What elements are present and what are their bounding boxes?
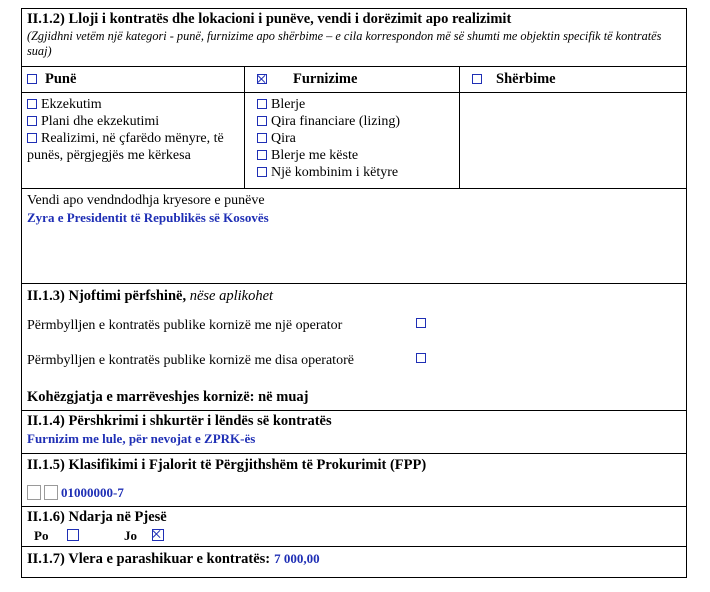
works-checkbox[interactable] (27, 74, 37, 84)
cpv-box (44, 485, 58, 500)
supply-option[interactable]: Blerje me këste (257, 147, 447, 164)
location-label: Vendi apo vendndodhja kryesore e punëve (27, 193, 265, 208)
section-ii-1-5 (21, 453, 687, 506)
section-title: II.1.5) Klasifikimi i Fjalorit të Përgjithshëm të Prokurimit (FPP) (27, 457, 427, 473)
checkbox[interactable] (257, 99, 267, 109)
checkbox[interactable] (27, 99, 37, 109)
checkbox[interactable] (257, 133, 267, 143)
section-title: II.1.3) Njoftimi përfshinë, (27, 288, 187, 304)
supply-option[interactable]: Një kombinim i këtyre (257, 164, 447, 181)
framework-multiple-operators: Përmbylljen e kontratës publike kornizë me disa operatorë (27, 353, 354, 368)
po-checkbox[interactable] (67, 529, 79, 541)
location-box (21, 188, 687, 283)
lots-choice (27, 528, 681, 544)
contract-description: Furnizim me lule, për nevojat e ZPRK-ës (27, 431, 256, 446)
supply-options (245, 93, 460, 188)
jo-label: Jo (123, 528, 137, 543)
services-options-empty (460, 93, 686, 188)
checkbox[interactable] (27, 133, 37, 143)
services-checkbox[interactable] (472, 74, 482, 84)
category-supplies[interactable] (245, 67, 460, 92)
supplies-checkbox-checked[interactable] (257, 74, 267, 84)
multiple-operators-checkbox[interactable] (416, 353, 426, 363)
section-note: (Zgjidhni vetëm një kategori - punë, furnizime apo shërbime – e cila korrespondon më së shumti me objektin specifik të kontratës suaj) (27, 29, 662, 58)
checkbox[interactable] (27, 116, 37, 126)
contract-options-row (21, 92, 687, 188)
form-section-ii1 (21, 8, 687, 578)
estimated-value: 7 000,00 (274, 551, 320, 566)
section-ii-1-6 (21, 506, 687, 546)
location-value: Zyra e Presidentit të Republikës së Kosovës (27, 210, 269, 225)
section-title: II.1.7) Vlera e parashikuar e kontratës: (27, 551, 271, 567)
works-option[interactable]: Plani dhe ekzekutimi (27, 113, 239, 130)
category-services-label: Shërbime (496, 71, 556, 87)
supply-option[interactable]: Qira financiare (lizing) (257, 113, 447, 130)
checkbox[interactable] (257, 167, 267, 177)
category-works-label: Punë (45, 71, 77, 87)
single-operator-checkbox[interactable] (416, 318, 426, 328)
category-supplies-label: Furnizime (293, 71, 358, 87)
po-label: Po (34, 528, 49, 543)
cpv-code-row (27, 484, 681, 502)
contract-category-row (21, 66, 687, 92)
section-ii-1-4 (21, 410, 687, 453)
supply-option[interactable]: Qira (257, 130, 447, 147)
section-title: II.1.2) Lloji i kontratës dhe lokacioni i punëve, vendi i dorëzimit apo realizimit (27, 11, 512, 27)
section-ii-1-3 (21, 283, 687, 410)
works-option[interactable]: Ekzekutim (27, 96, 239, 113)
section-title: II.1.6) Ndarja në Pjesë (27, 509, 167, 525)
cpv-code: 01000000-7 (61, 485, 124, 500)
section-ii-1-7 (21, 546, 687, 578)
category-works[interactable] (22, 67, 245, 92)
cpv-box (27, 485, 41, 500)
section-title-suffix: nëse aplikohet (189, 288, 274, 304)
section-ii-1-2-header (21, 8, 687, 66)
works-options (22, 93, 245, 188)
section-title: II.1.4) Përshkrimi i shkurtër i lëndës së kontratës (27, 413, 332, 429)
framework-single-operator: Përmbylljen e kontratës publike kornizë me një operator (27, 318, 343, 333)
checkbox[interactable] (257, 116, 267, 126)
works-option[interactable]: Realizimi, në çfarëdo mënyre, të punës, përgjegjës me kërkesa (27, 131, 224, 163)
category-services[interactable] (460, 67, 686, 92)
supply-option[interactable]: Blerje (257, 96, 447, 113)
jo-checkbox-checked[interactable] (152, 529, 164, 541)
framework-duration-label: Kohëzgjatja e marrëveshjes kornizë: në muaj (27, 389, 309, 405)
checkbox[interactable] (257, 150, 267, 160)
